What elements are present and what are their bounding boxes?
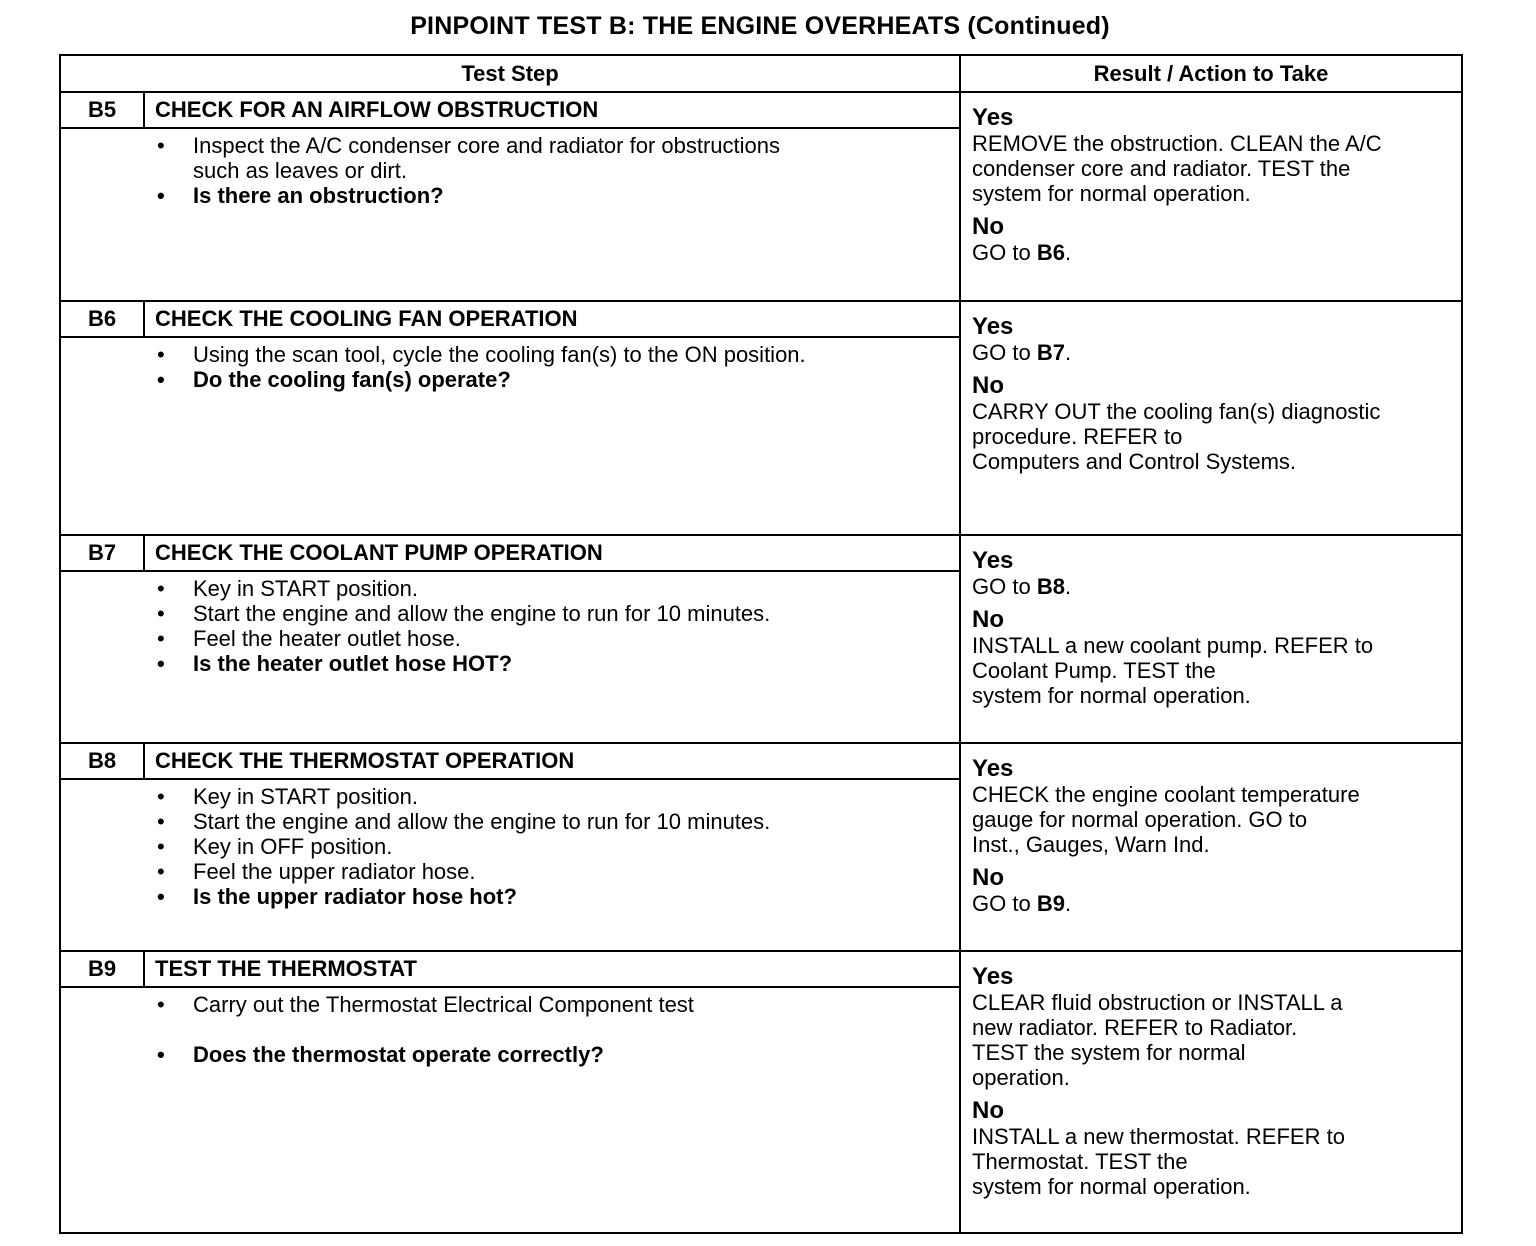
bullet-text: Feel the heater outlet hose. — [193, 626, 461, 651]
step-id: B7 — [60, 535, 144, 571]
bullet-text: Do the cooling fan(s) operate? — [193, 367, 511, 392]
list-item — [61, 834, 959, 859]
bullet-icon: • — [157, 133, 165, 158]
yes-action-line: system for normal operation. — [972, 181, 1251, 206]
bullet-text: Feel the upper radiator hose. — [193, 859, 476, 884]
no-label: No — [972, 1097, 1005, 1124]
list-item — [61, 809, 959, 834]
bullet-list — [61, 988, 959, 1067]
yes-action-line: new radiator. REFER to Radiator. — [972, 1015, 1298, 1040]
bullet-text: Is the heater outlet hose HOT? — [193, 651, 513, 676]
step-title: TEST THE THERMOSTAT — [144, 951, 960, 987]
punctuation: . — [1064, 574, 1072, 599]
bullet-icon: • — [157, 809, 165, 834]
bullet-icon: • — [157, 342, 165, 367]
list-item-question — [61, 367, 959, 392]
list-item-question — [61, 1042, 959, 1067]
list-item-question — [61, 183, 959, 208]
yes-action-prefix: GO to — [972, 340, 1031, 365]
no-action-line: Computers and Control Systems. — [972, 449, 1297, 474]
step-id: B5 — [60, 92, 144, 128]
no-label: No — [972, 864, 1005, 891]
no-label: No — [972, 606, 1005, 633]
bullet-icon: • — [157, 884, 165, 909]
bullet-text: Key in START position. — [193, 576, 418, 601]
step-title: CHECK THE COOLANT PUMP OPERATION — [144, 535, 960, 571]
list-item — [61, 859, 959, 884]
no-action-line: CARRY OUT the cooling fan(s) diagnostic — [972, 399, 1381, 424]
yes-action-line: CLEAR fluid obstruction or INSTALL a — [972, 990, 1343, 1015]
no-action — [972, 633, 1455, 708]
no-label: No — [972, 213, 1005, 240]
bullet-text: Using the scan tool, cycle the cooling fan(s) to the ON position. — [193, 342, 806, 367]
bullet-icon: • — [157, 601, 165, 626]
list-item — [61, 992, 959, 1017]
header-test-step: Test Step — [60, 55, 960, 92]
bullet-icon: • — [157, 1042, 165, 1067]
yes-action-line: TEST the system for normal — [972, 1040, 1246, 1065]
list-item-question — [61, 884, 959, 909]
no-action — [972, 1124, 1455, 1199]
step-b8-title-row — [60, 743, 1462, 779]
step-id: B8 — [60, 743, 144, 779]
yes-action — [972, 782, 1455, 857]
step-title: CHECK FOR AN AIRFLOW OBSTRUCTION — [144, 92, 960, 128]
yes-action-line: Inst., Gauges, Warn Ind. — [972, 832, 1210, 857]
bullet-text: Start the engine and allow the engine to run for 10 minutes. — [193, 601, 771, 626]
no-action — [972, 240, 1455, 265]
no-action — [972, 891, 1455, 916]
bullet-text: Is the upper radiator hose hot? — [193, 884, 517, 909]
yes-label: Yes — [972, 104, 1014, 131]
step-body — [60, 571, 960, 743]
step-reference-link[interactable]: B8 — [1036, 574, 1065, 599]
list-item — [61, 601, 959, 626]
yes-label: Yes — [972, 963, 1014, 990]
header-result-action: Result / Action to Take — [960, 55, 1462, 92]
no-action-line: INSTALL a new thermostat. REFER to — [972, 1124, 1345, 1149]
yes-action — [972, 340, 1455, 365]
bullet-text: Is there an obstruction? — [193, 183, 444, 208]
yes-action — [972, 990, 1455, 1090]
no-action-line: Thermostat. TEST the — [972, 1149, 1188, 1174]
step-b7-result — [960, 535, 1462, 743]
bullet-icon: • — [157, 834, 165, 859]
yes-action-line: condenser core and radiator. TEST the — [972, 156, 1351, 181]
bullet-text: Start the engine and allow the engine to run for 10 minutes. — [193, 809, 771, 834]
step-body — [60, 987, 960, 1233]
no-action — [972, 399, 1455, 474]
yes-label: Yes — [972, 755, 1014, 782]
list-item — [61, 576, 959, 601]
yes-action — [972, 574, 1455, 599]
step-b8-result — [960, 743, 1462, 951]
step-b5-result — [960, 92, 1462, 301]
page-title: PINPOINT TEST B: THE ENGINE OVERHEATS (Continued) — [410, 12, 1110, 40]
yes-action-line: gauge for normal operation. GO to — [972, 807, 1308, 832]
bullet-icon: • — [157, 992, 165, 1017]
bullet-icon: • — [157, 859, 165, 884]
list-item — [61, 784, 959, 809]
list-item — [61, 133, 959, 183]
yes-label: Yes — [972, 313, 1014, 340]
yes-action-prefix: GO to — [972, 574, 1031, 599]
bullet-icon: • — [157, 367, 165, 392]
step-body — [60, 337, 960, 535]
bullet-text: Carry out the Thermostat Electrical Component test — [193, 992, 694, 1017]
list-item — [61, 626, 959, 651]
yes-action-line: REMOVE the obstruction. CLEAN the A/C — [972, 131, 1382, 156]
bullet-list — [61, 572, 959, 676]
bullet-text: Does the thermostat operate correctly? — [193, 1042, 604, 1067]
punctuation: . — [1064, 891, 1072, 916]
bullet-list — [61, 338, 959, 392]
bullet-text: Key in START position. — [193, 784, 418, 809]
step-body — [60, 128, 960, 301]
yes-action — [972, 131, 1455, 206]
yes-label: Yes — [972, 547, 1014, 574]
no-action-prefix: GO to — [972, 240, 1031, 265]
step-title: CHECK THE COOLING FAN OPERATION — [144, 301, 960, 337]
pinpoint-test-table — [59, 54, 1463, 1234]
no-action-line: system for normal operation. — [972, 1174, 1251, 1199]
no-label: No — [972, 372, 1005, 399]
bullet-list — [61, 780, 959, 909]
bullet-icon: • — [157, 651, 165, 676]
bullet-icon: • — [157, 576, 165, 601]
no-action-line: INSTALL a new coolant pump. REFER to — [972, 633, 1374, 658]
step-reference-link[interactable]: B9 — [1036, 891, 1065, 916]
step-b9-title-row — [60, 951, 1462, 987]
bullet-text: Inspect the A/C condenser core and radiator for obstructions — [193, 133, 780, 158]
punctuation: . — [1064, 240, 1072, 265]
bullet-text: Key in OFF position. — [193, 834, 393, 859]
step-b9-result — [960, 951, 1462, 1233]
step-id: B9 — [60, 951, 144, 987]
bullet-text-continuation: such as leaves or dirt. — [193, 158, 407, 183]
list-item — [61, 342, 959, 367]
yes-action-line: CHECK the engine coolant temperature — [972, 782, 1360, 807]
bullet-icon: • — [157, 784, 165, 809]
bullet-icon: • — [157, 626, 165, 651]
step-b6-result — [960, 301, 1462, 535]
no-action-line: Coolant Pump. TEST the — [972, 658, 1216, 683]
step-b5-title-row — [60, 92, 1462, 128]
step-body — [60, 779, 960, 951]
punctuation: . — [1064, 340, 1072, 365]
bullet-list — [61, 129, 959, 208]
step-id: B6 — [60, 301, 144, 337]
no-action-line: system for normal operation. — [972, 683, 1251, 708]
no-action-prefix: GO to — [972, 891, 1031, 916]
no-action-line: procedure. REFER to — [972, 424, 1183, 449]
step-b7-title-row — [60, 535, 1462, 571]
step-title: CHECK THE THERMOSTAT OPERATION — [144, 743, 960, 779]
bullet-icon: • — [157, 183, 165, 208]
step-b6-title-row — [60, 301, 1462, 337]
table-header-row — [60, 55, 1462, 92]
step-reference-link[interactable]: B6 — [1036, 240, 1065, 265]
step-reference-link[interactable]: B7 — [1036, 340, 1065, 365]
yes-action-line: operation. — [972, 1065, 1070, 1090]
list-item-question — [61, 651, 959, 676]
